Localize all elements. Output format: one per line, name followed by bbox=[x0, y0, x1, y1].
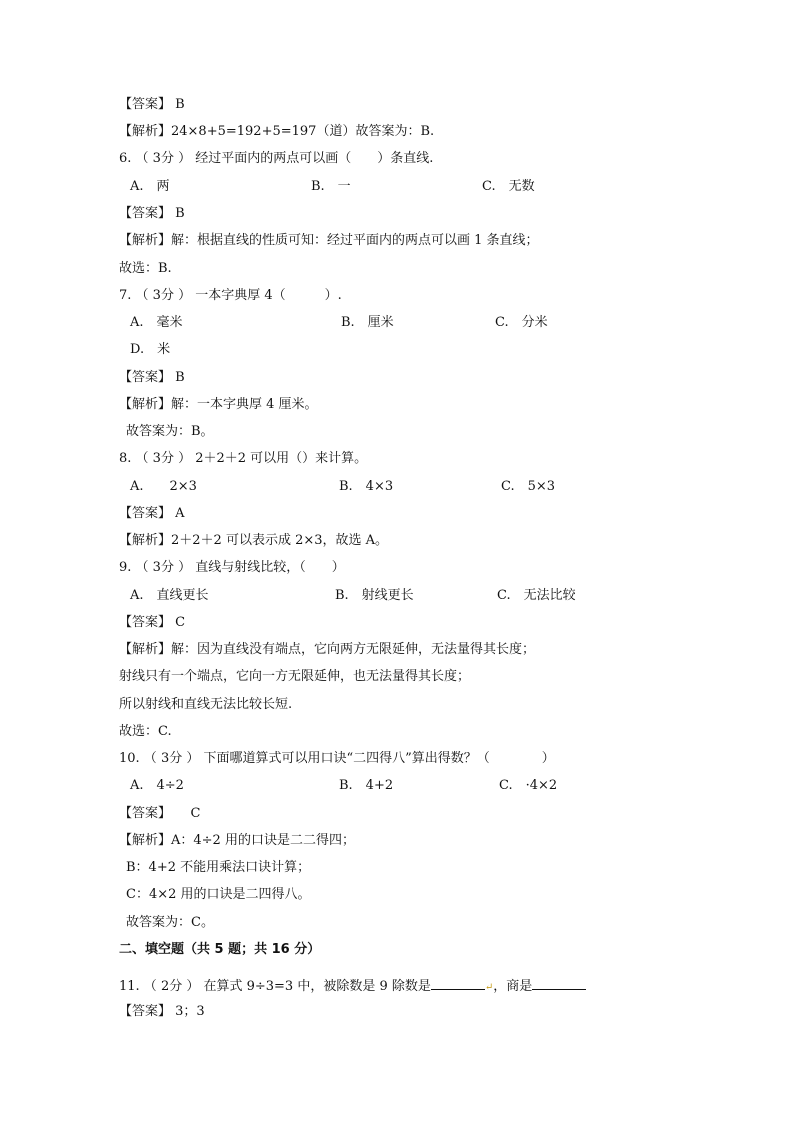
q6-conclusion: 故选：B. bbox=[119, 261, 172, 276]
q8-answer: 【答案】 A bbox=[119, 506, 185, 521]
q11-question-text-a: 11. （ 2分 ） 在算式 9÷3=3 中，被除数是 9 除数是 bbox=[119, 979, 431, 994]
q10-answer: 【答案】 C bbox=[119, 806, 201, 821]
q10-analysis-2: B：4+2 不能用乘法口诀计算； bbox=[126, 860, 311, 875]
q8-option-c[interactable]: C. 5×3 bbox=[501, 479, 556, 494]
q6-question: 6. （ 3分 ） 经过平面内的两点可以画（ ）条直线. bbox=[119, 151, 434, 166]
q7-option-d[interactable]: D. 米 bbox=[130, 342, 171, 357]
q8-analysis: 【解析】2＋2＋2 可以表示成 2×3，故选 A。 bbox=[119, 533, 389, 548]
q11-blank-1[interactable] bbox=[431, 977, 485, 990]
q11-question-text-b: ，商是 bbox=[493, 979, 533, 994]
q9-option-a[interactable]: A. 直线更长 bbox=[130, 588, 209, 603]
return-mark-icon: ↵ bbox=[484, 982, 494, 993]
q10-question: 10. （ 3分 ） 下面哪道算式可以用口诀“二四得八”算出得数？（ ） bbox=[119, 751, 555, 766]
q9-answer: 【答案】 C bbox=[119, 615, 186, 630]
q7-option-b[interactable]: B. 厘米 bbox=[341, 315, 394, 330]
q9-analysis: 【解析】解：因为直线没有端点，它向两方无限延伸，无法量得其长度； bbox=[119, 642, 536, 657]
q5-answer: 【答案】 B bbox=[119, 97, 185, 112]
q9-option-c[interactable]: C. 无法比较 bbox=[497, 588, 576, 603]
q7-option-a[interactable]: A. 毫米 bbox=[130, 315, 183, 330]
q6-answer: 【答案】 B bbox=[119, 206, 185, 221]
q11-blank-2[interactable] bbox=[532, 977, 586, 990]
q8-option-a[interactable]: A. 2×3 bbox=[130, 479, 197, 494]
q6-analysis: 【解析】解：根据直线的性质可知：经过平面内的两点可以画 1 条直线； bbox=[119, 233, 539, 248]
q9-analysis-3: 所以射线和直线无法比较长短. bbox=[119, 697, 293, 712]
q8-question: 8. （ 3分 ） 2＋2＋2 可以用（）来计算。 bbox=[119, 451, 368, 466]
q5-analysis: 【解析】24×8+5=192+5=197（道）故答案为：B. bbox=[119, 124, 435, 139]
q10-option-b[interactable]: B. 4+2 bbox=[339, 778, 394, 793]
q9-option-b[interactable]: B. 射线更长 bbox=[335, 588, 414, 603]
q9-question: 9. （ 3分 ） 直线与射线比较，（ ） bbox=[119, 560, 345, 575]
q10-analysis: 【解析】A：4÷2 用的口诀是二二得四； bbox=[119, 833, 355, 848]
q9-analysis-2: 射线只有一个端点，它向一方无限延伸，也无法量得其长度； bbox=[119, 669, 471, 684]
q7-conclusion: 故答案为：B。 bbox=[126, 424, 214, 439]
q10-option-c[interactable]: C. ·4×2 bbox=[499, 778, 558, 793]
q10-analysis-3: C：4×2 用的口诀是二四得八。 bbox=[126, 887, 311, 902]
q11-question bbox=[119, 977, 586, 996]
q7-analysis: 【解析】解：一本字典厚 4 厘米。 bbox=[119, 397, 318, 412]
q9-conclusion: 故选：C. bbox=[119, 724, 172, 739]
section-heading: 二、填空题（共 5 题；共 16 分） bbox=[119, 942, 321, 957]
q6-option-b[interactable]: B. 一 bbox=[311, 179, 351, 194]
q7-option-c[interactable]: C. 分米 bbox=[495, 315, 548, 330]
q8-option-b[interactable]: B. 4×3 bbox=[339, 479, 394, 494]
q10-conclusion: 故答案为：C。 bbox=[126, 915, 214, 930]
q6-option-c[interactable]: C. 无数 bbox=[482, 179, 535, 194]
q11-answer: 【答案】 3；3 bbox=[119, 1004, 205, 1019]
q7-question: 7. （ 3分 ） 一本字典厚 4（ ）. bbox=[119, 288, 342, 303]
q10-option-a[interactable]: A. 4÷2 bbox=[130, 778, 184, 793]
q6-option-a[interactable]: A. 两 bbox=[130, 179, 170, 194]
q7-answer: 【答案】 B bbox=[119, 370, 185, 385]
